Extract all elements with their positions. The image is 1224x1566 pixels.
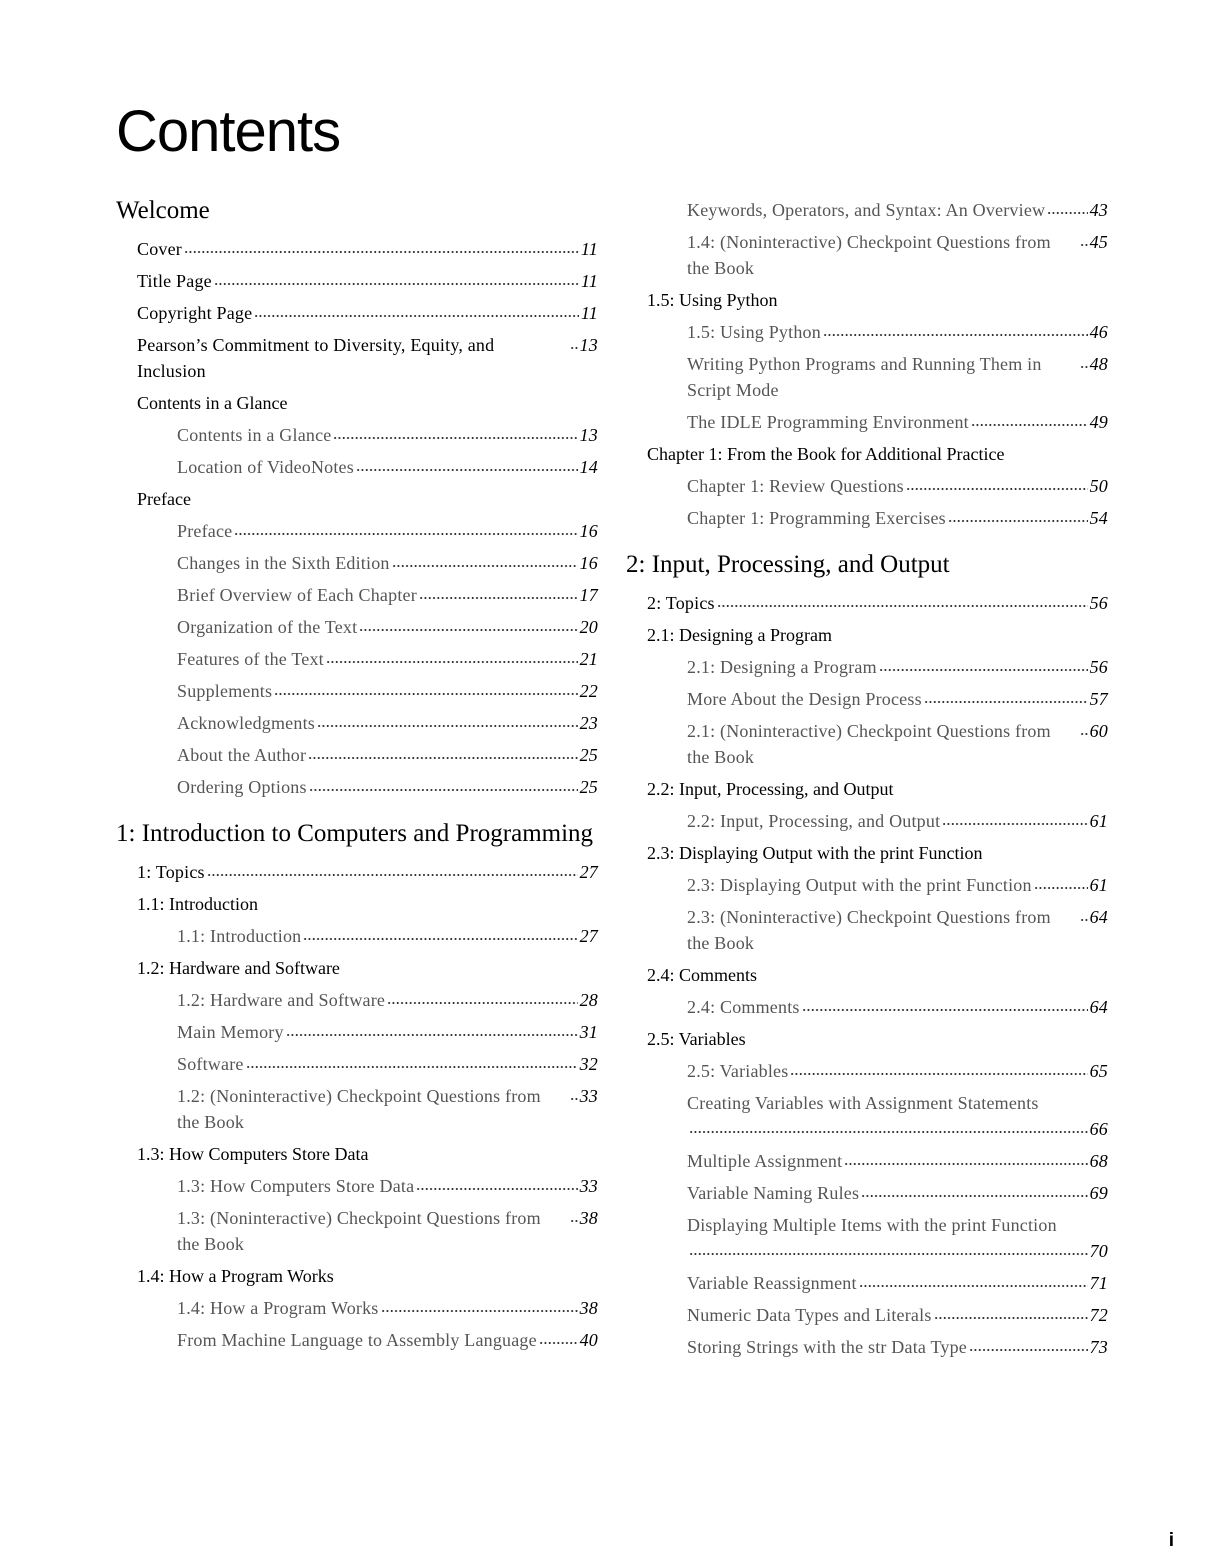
page-ref: 25 [579,745,598,765]
page-ref: 20 [579,617,598,637]
dot-leader [419,595,578,601]
dot-leader [1034,885,1088,891]
dot-leader [948,518,1088,524]
toc-entry-multiple-assignment[interactable]: Multiple Assignment 68 [626,1148,1108,1174]
page-ref: 16 [579,553,598,573]
dot-leader [861,1193,1087,1199]
toc-entry-2-3-print[interactable]: 2.3: Displaying Output with the print Function 61 [626,872,1108,898]
page-ref: 17 [579,585,598,605]
dot-leader [717,603,1088,609]
dot-leader [333,435,577,441]
toc-section-2-4[interactable]: 2.4: Comments [647,965,758,985]
toc-entry-design-process[interactable]: More About the Design Process 57 [626,686,1108,712]
page-ref: 73 [1089,1337,1108,1357]
toc-section-preface[interactable]: Preface [137,489,191,509]
toc-entry-ordering[interactable]: Ordering Options 25 [116,774,598,800]
dot-leader [254,313,579,319]
page-number: i [1168,1530,1174,1551]
toc-entry-software[interactable]: Software 32 [116,1051,598,1077]
dot-leader [1080,917,1088,923]
toc-entry-organization[interactable]: Organization of the Text 20 [116,614,598,640]
toc-entry-cover[interactable]: Cover 11 [116,236,598,262]
page-ref: 33 [579,1086,598,1106]
page-ref: 33 [579,1176,598,1196]
page-ref: 57 [1089,689,1108,709]
dot-leader [416,1186,577,1192]
page-ref: 61 [1089,875,1108,895]
toc-section-1-5[interactable]: 1.5: Using Python [647,290,778,310]
page-ref: 40 [579,1330,598,1350]
page-ref: 61 [1089,811,1108,831]
toc-section-1-2[interactable]: 1.2: Hardware and Software [137,958,340,978]
dot-leader [570,345,578,351]
dot-leader [286,1032,578,1038]
part-heading-chapter-2: 2: Input, Processing, and Output [626,551,950,578]
page-ref: 38 [579,1298,598,1318]
page-ref: 43 [1089,200,1108,220]
dot-leader [802,1007,1088,1013]
toc-entry-1-3-store-data[interactable]: 1.3: How Computers Store Data 33 [116,1173,598,1199]
dot-leader [859,1283,1088,1289]
toc-section-contents-glance[interactable]: Contents in a Glance [137,393,288,413]
dot-leader [303,936,577,942]
toc-section-2-2[interactable]: 2.2: Input, Processing, and Output [647,779,894,799]
page-ref: 31 [579,1022,598,1042]
toc-entry-naming-rules[interactable]: Variable Naming Rules 69 [626,1180,1108,1206]
page-ref: 70 [1089,1241,1108,1261]
page-ref: 54 [1089,508,1108,528]
dot-leader [942,821,1087,827]
dot-leader [387,1000,577,1006]
page-ref: 64 [1089,997,1108,1017]
page-ref: 64 [1089,907,1108,927]
toc-entry-1-2-hardware[interactable]: 1.2: Hardware and Software 28 [116,987,598,1013]
dot-leader [906,486,1088,492]
page-ref: 32 [579,1054,598,1074]
dot-leader [1047,210,1087,216]
dot-leader [934,1315,1088,1321]
toc-section-1-1[interactable]: 1.1: Introduction [137,894,258,914]
page-ref: 71 [1089,1273,1108,1293]
toc-entry-1-4-program-works[interactable]: 1.4: How a Program Works 38 [116,1295,598,1321]
dot-leader [207,872,578,878]
page-ref: 27 [579,862,598,882]
toc-entry-videonotes[interactable]: Location of VideoNotes 14 [116,454,598,480]
page-ref: 11 [580,303,598,323]
page-ref: 11 [580,239,598,259]
toc-entry-copyright[interactable]: Copyright Page 11 [116,300,598,326]
dot-leader [184,249,579,255]
page-ref: 45 [1089,232,1108,252]
toc-entry-2-1-designing[interactable]: 2.1: Designing a Program 56 [626,654,1108,680]
toc-left-column [116,193,598,1353]
toc-section-2-5[interactable]: 2.5: Variables [647,1029,746,1049]
dot-leader [969,1347,1088,1353]
page-ref: 28 [579,990,598,1010]
page-ref: 13 [579,335,598,355]
page-ref: 13 [579,425,598,445]
dot-leader [689,1251,1088,1257]
toc-entry-2-1-checkpoint[interactable]: 2.1: (Noninteractive) Checkpoint Questions from the Book 60 [626,718,1108,770]
toc-section-1-4[interactable]: 1.4: How a Program Works [137,1266,334,1286]
dot-leader [309,787,578,793]
page-ref: 21 [579,649,598,669]
toc-entry-ch1-topics[interactable]: 1: Topics 27 [116,859,598,885]
page-ref: 49 [1089,412,1108,432]
dot-leader [308,755,577,761]
dot-leader [392,563,578,569]
dot-leader [539,1340,578,1346]
dot-leader [214,281,579,287]
dot-leader [274,691,577,697]
dot-leader [790,1071,1087,1077]
dot-leader [570,1096,578,1102]
toc-entry-assembly-language[interactable]: From Machine Language to Assembly Language 40 [116,1327,598,1353]
dot-leader [570,1218,578,1224]
toc-entry-1-4-checkpoint[interactable]: 1.4: (Noninteractive) Checkpoint Questions from the Book 45 [626,229,1108,281]
page-ref: 27 [579,926,598,946]
page-ref: 14 [579,457,598,477]
toc-entry-author[interactable]: About the Author 25 [116,742,598,768]
toc-entry-2-2-ipo[interactable]: 2.2: Input, Processing, and Output 61 [626,808,1108,834]
dot-leader [823,332,1088,338]
toc-entry-commitment[interactable]: Pearson’s Commitment to Diversity, Equity, and Inclusion 13 [116,332,598,384]
toc-entry-ch1-exercises[interactable]: Chapter 1: Programming Exercises 54 [626,505,1108,531]
page-ref: 25 [579,777,598,797]
dot-leader [359,627,577,633]
dot-leader [971,422,1088,428]
dot-leader [1080,364,1088,370]
page-ref: 38 [579,1208,598,1228]
toc-entry-assignment-statements[interactable]: Creating Variables with Assignment Statements 66 [626,1090,1108,1142]
page-ref: 60 [1089,721,1108,741]
toc-entry-ch2-topics[interactable]: 2: Topics 56 [626,590,1108,616]
dot-leader [234,531,577,537]
dot-leader [317,723,578,729]
toc-entry-keywords-operators[interactable]: Keywords, Operators, and Syntax: An Overview 43 [626,197,1108,223]
dot-leader [689,1129,1088,1135]
part-heading-chapter-1: 1: Introduction to Computers and Programming [116,820,594,847]
toc-entry-title-page[interactable]: Title Page 11 [116,268,598,294]
toc-entry-supplements[interactable]: Supplements 22 [116,678,598,704]
page-ref: 11 [580,271,598,291]
page-ref: 22 [579,681,598,701]
page-ref: 56 [1089,657,1108,677]
toc-entry-1-2-checkpoint[interactable]: 1.2: (Noninteractive) Checkpoint Questions from the Book 33 [116,1083,598,1135]
toc-entry-2-4-comments[interactable]: 2.4: Comments 64 [626,994,1108,1020]
toc-entry-2-5-variables[interactable]: 2.5: Variables 65 [626,1058,1108,1084]
toc-section-ch1-additional-practice[interactable]: Chapter 1: From the Book for Additional Practice [647,444,1005,464]
page-ref: 69 [1089,1183,1108,1203]
toc-entry-display-multiple-items[interactable]: Displaying Multiple Items with the print Function 70 [626,1212,1108,1264]
dot-leader [879,667,1088,673]
toc-section-2-1[interactable]: 2.1: Designing a Program [647,625,832,645]
page-ref: 50 [1089,476,1108,496]
toc-entry-contents-glance[interactable]: Contents in a Glance 13 [116,422,598,448]
toc-section-1-3[interactable]: 1.3: How Computers Store Data [137,1144,369,1164]
page-ref: 65 [1089,1061,1108,1081]
toc-section-2-3[interactable]: 2.3: Displaying Output with the print Function [647,843,983,863]
part-heading-welcome: Welcome [116,197,210,224]
toc-entry-2-3-checkpoint[interactable]: 2.3: (Noninteractive) Checkpoint Questions from the Book 64 [626,904,1108,956]
dot-leader [326,659,578,665]
dot-leader [246,1064,578,1070]
page-title: Contents [116,99,341,164]
page-ref: 48 [1089,354,1108,374]
toc-entry-main-memory[interactable]: Main Memory 31 [116,1019,598,1045]
toc-entry-changes[interactable]: Changes in the Sixth Edition 16 [116,550,598,576]
dot-leader [356,467,578,473]
toc-entry-overview[interactable]: Brief Overview of Each Chapter 17 [116,582,598,608]
toc-entry-ch1-review[interactable]: Chapter 1: Review Questions 50 [626,473,1108,499]
dot-leader [924,699,1088,705]
dot-leader [1080,731,1088,737]
toc-entry-1-5-using-python[interactable]: 1.5: Using Python 46 [626,319,1108,345]
dot-leader [844,1161,1087,1167]
toc-entry-idle[interactable]: The IDLE Programming Environment 49 [626,409,1108,435]
toc-entry-preface[interactable]: Preface 16 [116,518,598,544]
toc-entry-acknowledgments[interactable]: Acknowledgments 23 [116,710,598,736]
dot-leader [381,1308,578,1314]
toc-entry-script-mode[interactable]: Writing Python Programs and Running Them in Script Mode 48 [626,351,1108,403]
page-ref: 16 [579,521,598,541]
page-ref: 68 [1089,1151,1108,1171]
page-ref: 72 [1089,1305,1108,1325]
toc-entry-1-3-checkpoint[interactable]: 1.3: (Noninteractive) Checkpoint Questions from the Book 38 [116,1205,598,1257]
toc-entry-str-type[interactable]: Storing Strings with the str Data Type 73 [626,1334,1108,1360]
dot-leader [1080,242,1088,248]
page-ref: 56 [1089,593,1108,613]
page-ref: 66 [1089,1119,1108,1139]
toc-right-column [626,193,1108,1360]
toc-entry-reassignment[interactable]: Variable Reassignment 71 [626,1270,1108,1296]
page-ref: 23 [579,713,598,733]
toc-entry-features[interactable]: Features of the Text 21 [116,646,598,672]
page-ref: 46 [1089,322,1108,342]
toc-entry-numeric-types[interactable]: Numeric Data Types and Literals 72 [626,1302,1108,1328]
toc-entry-1-1-introduction[interactable]: 1.1: Introduction 27 [116,923,598,949]
